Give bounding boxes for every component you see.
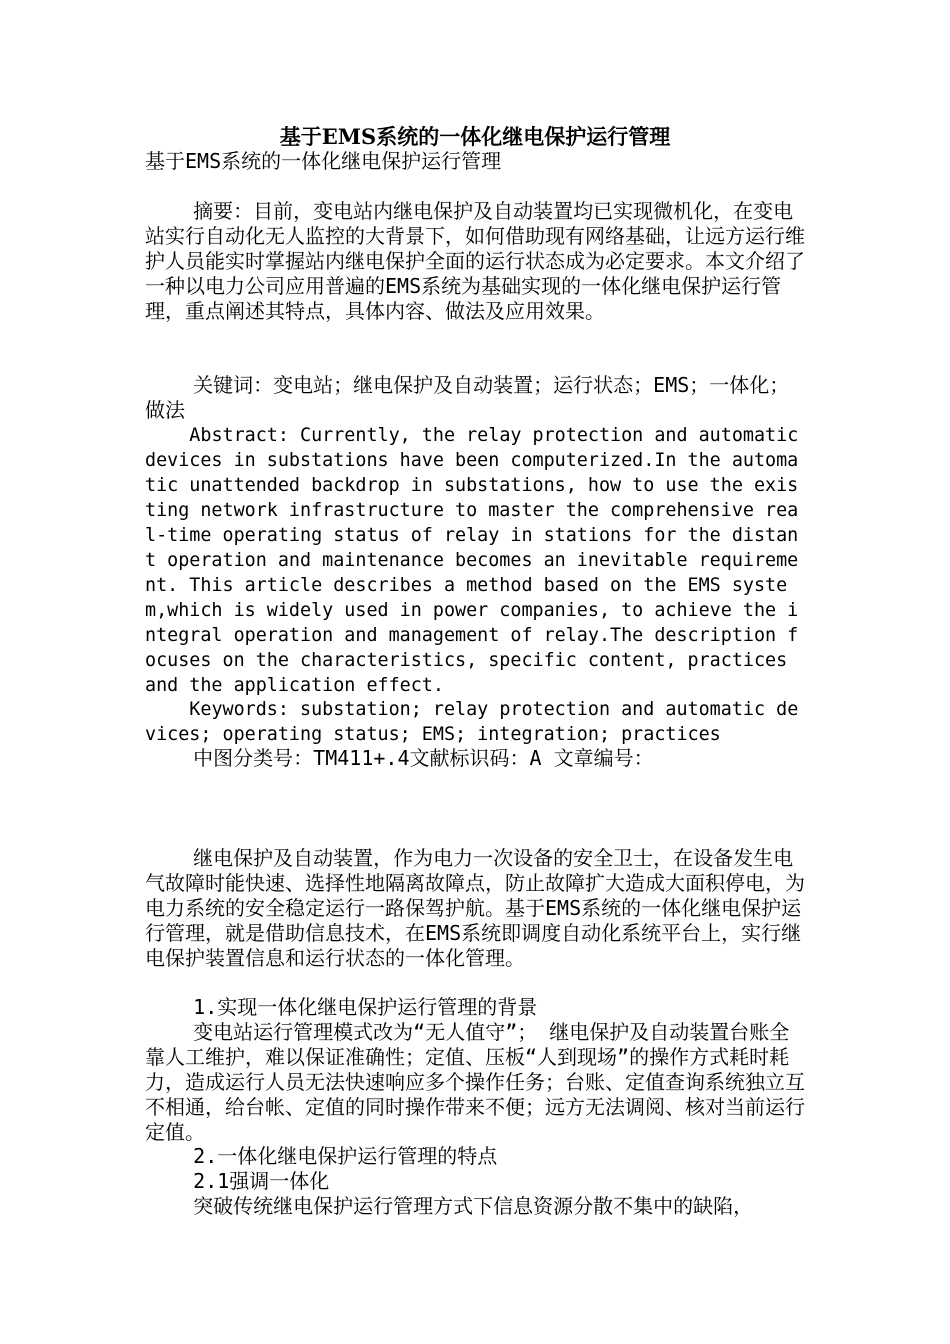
classification-line: 中图分类号：TM411+.4文献标识码：A 文章编号： xyxy=(145,746,654,770)
section-2-1-heading: 2.1强调一体化 xyxy=(145,1169,330,1193)
abstract-english: Abstract: Currently, the relay protection and automatic devices in substations have been computerized.In the automatic unattended backdrop in substations, how to use the existing network infrastructure to master the comprehensive real-time operating status of relay in stations for the distant operation and maintenance becomes an inevitable requirement. This article describes a method based on the EMS system,which is widely used in power companies, to achieve the integral operation and management of relay.The description focuses on the characteristics, specific content, practices and the application effect. xyxy=(145,425,810,696)
section-1-heading: 1.实现一体化继电保护运行管理的背景 xyxy=(145,995,538,1019)
section-2-heading: 2.一体化继电保护运行管理的特点 xyxy=(145,1144,498,1168)
document-subtitle: 基于EMS系统的一体化继电保护运行管理 xyxy=(145,149,502,173)
section-2-1-body: 突破传统继电保护运行管理方式下信息资源分散不集中的缺陷， xyxy=(145,1194,754,1218)
abstract-chinese: 摘要：目前，变电站内继电保护及自动装置均已实现微机化，在变电站实行自动化无人监控的大背景下，如何借助现有网络基础，让远方运行维护人员能实时掌握站内继电保护全面的运行状态成为必定要求。本文介绍了一种以电力公司应用普遍的EMS系统为基础实现的一体化继电保护运行管理，重点阐述其特点，具体内容、做法及应用效果。 xyxy=(145,199,805,323)
document-title: 基于EMS系统的一体化继电保护运行管理 xyxy=(279,124,671,149)
keywords-english: Keywords: substation; relay protection and automatic devices; operating status; EMS; integration; practices xyxy=(145,699,799,745)
intro-paragraph: 继电保护及自动装置，作为电力一次设备的安全卫士，在设备发生电气故障时能快速、选择性地隔离故障点，防止故障扩大造成大面积停电，为电力系统的安全稳定运行一路保驾护航。基于EMS系统的一体化继电保护运行管理，就是借助信息技术，在EMS系统即调度自动化系统平台上，实行继电保护装置信息和运行状态的一体化管理。 xyxy=(145,846,805,970)
section-1-body: 变电站运行管理模式改为“无人值守”； 继电保护及自动装置台账全靠人工维护，难以保证准确性；定值、压板“人到现场”的操作方式耗时耗力，造成运行人员无法快速响应多个操作任务；台账、定值查询系统独立互不相通，给台帐、定值的同时操作带来不便；远方无法调阅、核对当前运行定值。 xyxy=(145,1020,805,1144)
keywords-chinese: 关键词：变电站；继电保护及自动装置；运行状态；EMS；一体化；做法 xyxy=(145,373,790,422)
